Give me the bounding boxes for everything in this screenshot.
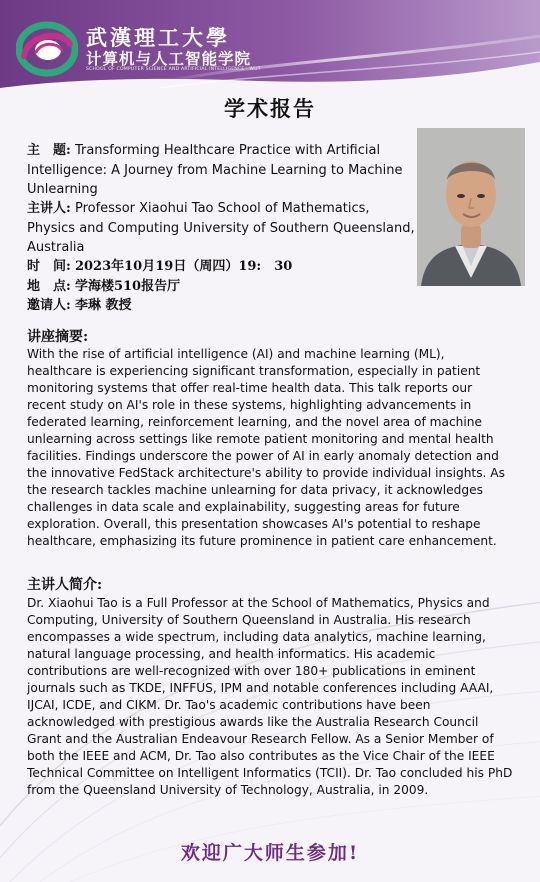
- time-label: 时 间:: [27, 259, 71, 274]
- school-name: 武漢理工大學: [86, 25, 230, 50]
- bio-text: Dr. Xiaohui Tao is a Full Professor at the School of Mathematics, Physics and Computing, University of Southern Queensland in Australia. His research encompasses a wide spectrum, including data analytics, machine learning, natural language processing, and health informatics. His academic contributions are well-recognized with over 180+ publications in eminent journals such as TKDE, INFFUS, IPM and notable conferences including AAAI, IJCAI, ICDE, and CIKM. Dr. Tao's academic contributions have been acknowledged with prestigious awards like the Australia Research Council Grant and the Australian Endeavour Research Fellow. As a Senior Member of both the IEEE and ACM, Dr. Tao also contributes as the Vice Chair of the IEEE Technical Committee on Intelligent Informatics (TCII). Dr. Tao concluded his PhD from the Queensland University of Technology, Australia, in 2009.: [27, 596, 513, 797]
- abstract-text: With the rise of artificial intelligence (AI) and machine learning (ML), healthcare is experiencing significant transformation, especially in patient monitoring systems that offer real-time health data. This talk reports our recent study on AI's role in these systems, highlighting advancements in federated learning, reinforcement learning, and the novel area of machine unlearning across settings like remote patient monitoring and mental health facilities. Findings underscore the power of AI in early anomaly detection and the innovative FedStack architecture's ability to provide individual insights. As the research tackles machine unlearning for data privacy, it acknowledges challenges in data scale and explainability, suggesting areas for future exploration. Overall, this presentation showcases AI's potential to reshape healthcare, emphasizing its future prominence in patient care enhancement.: [27, 347, 505, 548]
- place-value: 学海楼510报告厅: [74, 278, 181, 294]
- inviter-label: 邀请人:: [27, 298, 71, 313]
- speaker-value: Professor Xiaohui Tao School of Mathematics, Physics and Computing University of Southern Queensland, Australia: [27, 201, 415, 255]
- speaker-portrait-icon: [417, 128, 525, 286]
- topic-value: Transforming Healthcare Practice with Artificial Intelligence: A Journey from Machine Learning to Machine Unlearning: [27, 143, 403, 197]
- welcome-message: 欢迎广大师生参加!: [180, 842, 360, 864]
- bio-heading: 主讲人简介:: [27, 577, 103, 593]
- page-title: 学术报告: [224, 96, 316, 121]
- logo-swirl-icon: [16, 20, 78, 78]
- university-logo: [16, 20, 78, 78]
- speaker-label: 主讲人:: [27, 201, 71, 216]
- abstract-heading: 讲座摘要:: [27, 329, 89, 345]
- speaker-photo: [417, 128, 525, 286]
- college-name: 计算机与人工智能学院: [86, 50, 252, 68]
- inviter-value: 李琳 教授: [74, 298, 132, 313]
- place-row: [27, 277, 417, 297]
- topic-label: 主 题:: [27, 143, 71, 158]
- place-label: 地 点:: [27, 278, 71, 294]
- college-english-name: SCHOOL OF COMPUTER SCIENCE AND ARTIFICIAL INTELLIGENCE · WUT: [86, 67, 261, 72]
- topic-row: [27, 141, 417, 200]
- time-row: [27, 257, 417, 277]
- inviter-row: [27, 296, 417, 316]
- speaker-row: [27, 199, 417, 258]
- time-value: 2023年10月19日（周四）19: 30: [74, 259, 293, 274]
